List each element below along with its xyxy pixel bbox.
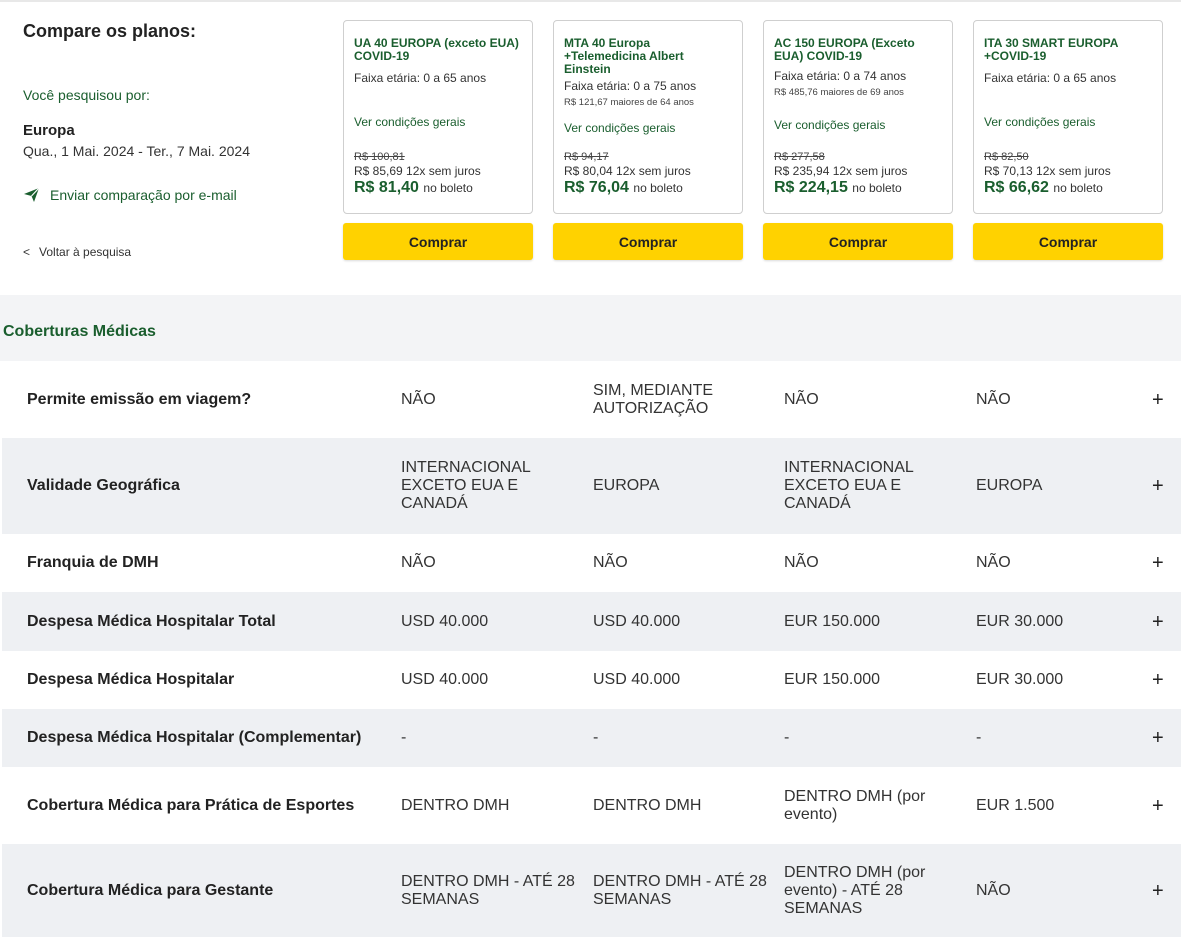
search-dates: Qua., 1 Mai. 2024 - Ter., 7 Mai. 2024 <box>23 143 250 159</box>
coverage-label: Despesa Médica Hospitalar Total <box>27 612 276 630</box>
plan-old-price: R$ 94,17 <box>564 151 609 163</box>
coverage-section-header <box>0 295 1181 361</box>
buy-button[interactable]: Comprar <box>973 223 1163 260</box>
plan-old-price: R$ 82,50 <box>984 151 1029 163</box>
coverage-value: - <box>976 729 982 746</box>
plan-card <box>973 20 1163 214</box>
coverage-label: Permite emissão em viagem? <box>27 390 252 408</box>
plan-price-block <box>354 151 481 197</box>
coverage-value: EUR 150.000 <box>784 612 881 630</box>
coverage-label: Despesa Médica Hospitalar (Complementar) <box>27 729 362 746</box>
plan-conditions-link[interactable]: Ver condições gerais <box>564 121 676 135</box>
plan-card <box>343 20 533 214</box>
coverage-value: EUR 150.000 <box>784 671 881 688</box>
coverage-value: USD 40.000 <box>593 612 681 630</box>
coverage-value: DENTRO DMH <box>401 796 510 814</box>
coverage-section-title: Coberturas Médicas <box>3 323 156 340</box>
coverage-table <box>2 361 1181 937</box>
plan-card <box>553 20 743 214</box>
coverage-value: EUROPA <box>976 477 1043 494</box>
plan-name: UA 40 EUROPA (exceto EUA) COVID-19 <box>354 36 519 63</box>
plan-age-range: Faixa etária: 0 a 75 anos <box>564 79 697 93</box>
plan-boleto-label: no boleto <box>852 181 902 195</box>
searched-label: Você pesquisou por: <box>23 87 150 103</box>
chevron-left-icon: < <box>23 245 31 259</box>
compare-title: Compare os planos: <box>23 21 197 41</box>
coverage-value: DENTRO DMH - ATÉ 28 SEMANAS <box>401 872 575 908</box>
coverage-value: INTERNACIONAL EXCETO EUA E CANADÁ <box>401 459 531 512</box>
coverage-value: DENTRO DMH (por evento) <box>784 787 926 823</box>
plan-conditions-link[interactable]: Ver condições gerais <box>774 118 886 132</box>
send-comparison-email-link[interactable] <box>23 187 237 203</box>
plan-column <box>553 20 743 260</box>
expand-plus-icon[interactable]: + <box>1152 552 1164 574</box>
coverage-value: NÃO <box>784 390 819 408</box>
coverage-value: NÃO <box>401 554 436 571</box>
plan-installments: R$ 235,94 12x sem juros <box>774 164 908 178</box>
coverage-value: SIM, MEDIANTE AUTORIZAÇÃO <box>593 381 714 417</box>
plan-price: R$ 66,62 <box>984 179 1049 196</box>
coverage-value: DENTRO DMH - ATÉ 28 SEMANAS <box>593 872 767 908</box>
expand-plus-icon[interactable]: + <box>1152 879 1164 902</box>
coverage-value: NÃO <box>976 881 1011 899</box>
coverage-label: Cobertura Médica para Prática de Esportes <box>27 796 355 814</box>
plan-boleto-label: no boleto <box>423 181 473 195</box>
plan-card <box>763 20 953 214</box>
plan-name: ITA 30 SMART EUROPA +COVID-19 <box>984 36 1119 63</box>
table-row <box>2 592 1181 651</box>
send-icon <box>23 187 40 203</box>
coverage-value: NÃO <box>976 554 1011 571</box>
table-row <box>2 361 1181 438</box>
table-row <box>2 844 1181 937</box>
buy-button[interactable]: Comprar <box>343 223 533 260</box>
plan-age-surcharge: R$ 485,76 maiores de 69 anos <box>774 87 904 98</box>
coverage-value: NÃO <box>784 554 819 571</box>
plan-price: R$ 224,15 <box>774 179 848 196</box>
coverage-value: NÃO <box>976 390 1011 408</box>
plan-old-price: R$ 277,58 <box>774 151 825 163</box>
search-destination: Europa <box>23 122 75 139</box>
plan-price: R$ 81,40 <box>354 179 419 196</box>
plan-name: MTA 40 Europa +Telemedicina Albert Einstein <box>564 36 684 76</box>
plan-age-range: Faixa etária: 0 a 65 anos <box>354 71 487 85</box>
coverage-value: - <box>401 729 407 746</box>
coverage-label: Validade Geográfica <box>27 477 180 494</box>
coverage-value: INTERNACIONAL EXCETO EUA E CANADÁ <box>784 459 914 512</box>
coverage-value: - <box>593 729 599 746</box>
expand-plus-icon[interactable]: + <box>1152 610 1164 633</box>
top-divider <box>0 0 1181 2</box>
expand-plus-icon[interactable]: + <box>1152 727 1164 749</box>
plan-conditions-link[interactable]: Ver condições gerais <box>354 115 466 129</box>
plan-conditions-link[interactable]: Ver condições gerais <box>984 115 1096 129</box>
table-row <box>2 438 1181 534</box>
expand-plus-icon[interactable]: + <box>1152 794 1164 817</box>
plan-installments: R$ 80,04 12x sem juros <box>564 164 691 178</box>
coverage-value: USD 40.000 <box>593 671 681 688</box>
plan-price-block <box>564 151 691 197</box>
plan-name: AC 150 EUROPA (Exceto EUA) COVID-19 <box>774 36 915 63</box>
table-row <box>2 534 1181 592</box>
coverage-value: EUR 30.000 <box>976 671 1064 688</box>
plan-price: R$ 76,04 <box>564 179 629 196</box>
plan-installments: R$ 70,13 12x sem juros <box>984 164 1111 178</box>
table-row <box>2 709 1181 767</box>
plan-column <box>343 20 533 260</box>
plan-age-range: Faixa etária: 0 a 65 anos <box>984 71 1117 85</box>
expand-plus-icon[interactable]: + <box>1152 669 1164 691</box>
coverage-label: Despesa Médica Hospitalar <box>27 671 235 688</box>
buy-button[interactable]: Comprar <box>763 223 953 260</box>
plan-age-range: Faixa etária: 0 a 74 anos <box>774 69 907 83</box>
coverage-value: USD 40.000 <box>401 671 489 688</box>
coverage-label: Cobertura Médica para Gestante <box>27 881 274 899</box>
coverage-value: USD 40.000 <box>401 612 489 630</box>
coverage-value: - <box>784 729 790 746</box>
plan-old-price: R$ 100,81 <box>354 151 405 163</box>
plan-price-block <box>774 151 907 197</box>
coverage-value: DENTRO DMH <box>593 796 702 814</box>
table-row <box>2 767 1181 844</box>
plan-boleto-label: no boleto <box>633 181 683 195</box>
coverage-label: Franquia de DMH <box>27 554 159 571</box>
send-email-label: Enviar comparação por e-mail <box>50 187 237 203</box>
coverage-value: DENTRO DMH (por evento) - ATÉ 28 SEMANAS <box>784 863 926 917</box>
plan-age-surcharge: R$ 121,67 maiores de 64 anos <box>564 97 694 108</box>
back-to-search-link[interactable] <box>23 245 131 259</box>
back-label: Voltar à pesquisa <box>39 245 132 259</box>
coverage-value: NÃO <box>401 390 436 408</box>
plan-column <box>973 20 1163 260</box>
plan-price-block <box>984 151 1111 197</box>
expand-plus-icon[interactable]: + <box>1152 475 1164 497</box>
coverage-value: EUR 30.000 <box>976 612 1064 630</box>
expand-plus-icon[interactable]: + <box>1152 388 1164 411</box>
coverage-value: NÃO <box>593 554 628 571</box>
buy-button[interactable]: Comprar <box>553 223 743 260</box>
coverage-value: EUR 1.500 <box>976 796 1055 814</box>
plan-boleto-label: no boleto <box>1053 181 1103 195</box>
plan-column <box>763 20 953 260</box>
table-row <box>2 651 1181 709</box>
plan-installments: R$ 85,69 12x sem juros <box>354 164 481 178</box>
coverage-value: EUROPA <box>593 477 660 494</box>
